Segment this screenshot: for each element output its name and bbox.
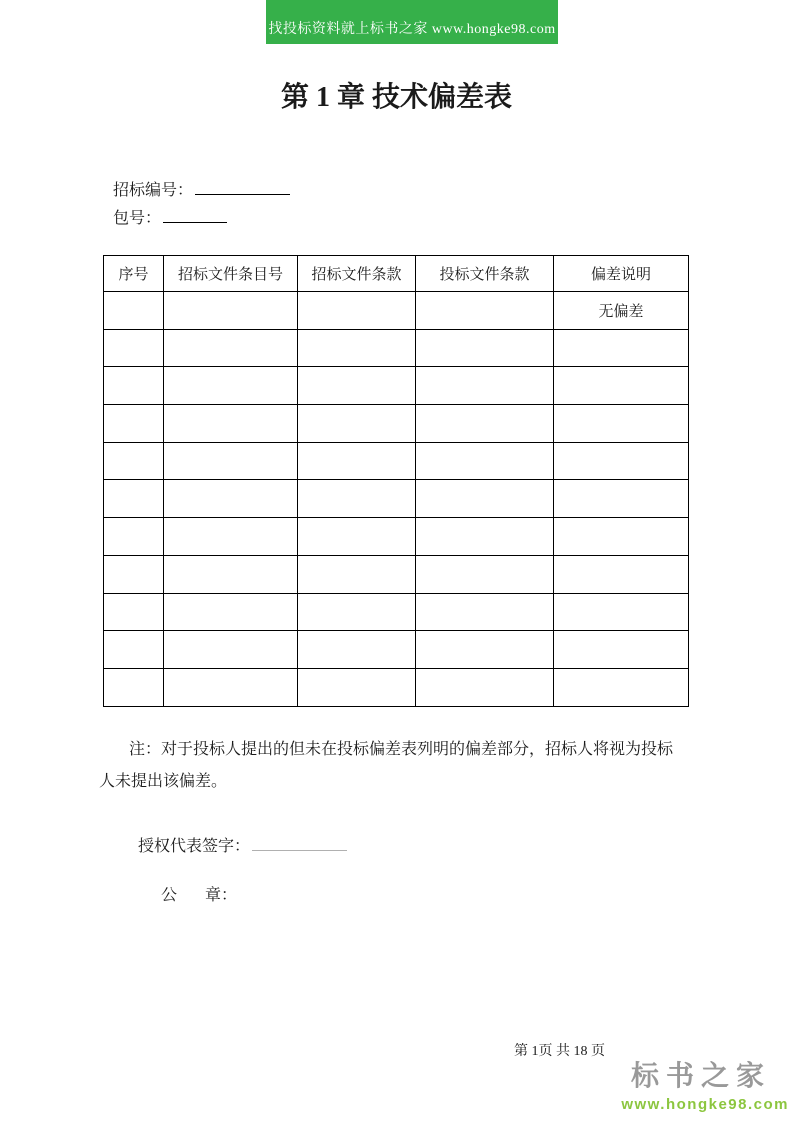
table-cell [298,518,416,556]
column-header: 投标文件条款 [416,256,554,292]
column-header: 偏差说明 [554,256,689,292]
table-cell [164,668,298,706]
table-cell [164,329,298,367]
table-cell [104,405,164,443]
table-cell [164,518,298,556]
seal-label-left: 公 [161,887,178,904]
table-cell [416,367,554,405]
table-cell [298,480,416,518]
page-number: 第 1页 共 18 页 [514,1044,605,1059]
table-cell [554,329,689,367]
deviation-table-body [104,292,689,707]
table-cell [554,405,689,443]
table-cell [104,593,164,631]
tender-number-label: 招标编号： [113,182,194,199]
tender-number-line [113,180,290,201]
table-cell [164,405,298,443]
table-row [104,405,689,443]
signature-label: 授权代表签字： [138,838,251,855]
table-cell [104,631,164,669]
table-row [104,668,689,706]
site-banner [266,0,558,44]
signature-blank [252,836,347,851]
table-row [104,555,689,593]
table-cell [298,593,416,631]
table-cell [104,518,164,556]
table-cell [416,329,554,367]
table-cell [164,367,298,405]
table-row [104,631,689,669]
watermark-url: www.hongke98.com [621,1096,789,1113]
site-banner-text: 找投标资料就上标书之家 www.hongke98.com [268,22,556,37]
table-row [104,480,689,518]
table-cell [416,442,554,480]
table-cell [104,442,164,480]
table-cell [164,631,298,669]
header-row [104,256,689,292]
tender-number-blank [195,180,290,195]
table-cell [416,631,554,669]
deviation-table-head [104,256,689,292]
page-title: 第 1 章 技术偏差表 [280,82,512,113]
table-cell [554,442,689,480]
table-row [104,367,689,405]
table-cell [298,405,416,443]
table-cell [416,668,554,706]
table-cell [298,555,416,593]
table-cell [298,292,416,330]
package-number-label: 包号： [113,210,162,227]
table-cell [416,518,554,556]
table-cell [416,405,554,443]
column-header: 序号 [104,256,164,292]
table-row [104,518,689,556]
table-cell [104,292,164,330]
table-row [104,593,689,631]
table-cell [164,480,298,518]
note-line-1: 注：对于投标人提出的但未在投标偏差表列明的偏差部分，招标人将视为投标 [129,741,674,758]
note-line-2: 人未提出该偏差。 [99,773,228,790]
table-cell [554,593,689,631]
seal-label-right: 章： [205,887,238,904]
table-cell [164,555,298,593]
table-cell [554,631,689,669]
package-number-blank [163,208,227,223]
table-cell [104,329,164,367]
column-header: 招标文件条目号 [164,256,298,292]
table-cell [554,367,689,405]
watermark [621,1062,789,1112]
table-cell [104,668,164,706]
table-cell [298,668,416,706]
table-cell [416,292,554,330]
table-row [104,442,689,480]
table-row [104,292,689,330]
table-cell: 无偏差 [554,292,689,330]
table-cell [298,442,416,480]
signature-line [138,836,347,857]
table-cell [416,555,554,593]
table-cell [298,367,416,405]
table-cell [104,480,164,518]
package-number-line [113,208,227,229]
watermark-name: 标书之家 [630,1060,771,1091]
note-paragraph [99,734,699,798]
table-cell [554,668,689,706]
deviation-table [103,255,689,707]
table-cell [164,593,298,631]
seal-line [161,886,237,906]
table-cell [416,593,554,631]
column-header: 招标文件条款 [298,256,416,292]
table-cell [554,555,689,593]
table-cell [554,480,689,518]
table-cell [298,329,416,367]
table-cell [298,631,416,669]
table-cell [164,442,298,480]
table-row [104,329,689,367]
table-cell [104,555,164,593]
table-cell [554,518,689,556]
table-cell [104,367,164,405]
table-cell [416,480,554,518]
table-cell [164,292,298,330]
